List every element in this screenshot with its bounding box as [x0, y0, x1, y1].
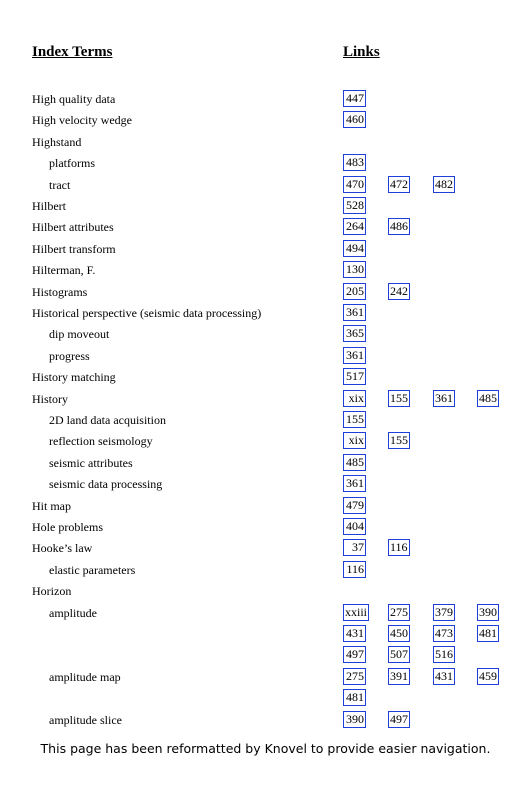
index-term: Hit map [32, 498, 71, 513]
index-term: dip moveout [49, 327, 110, 342]
index-entry [0, 132, 531, 152]
index-entry [0, 324, 531, 344]
page-link[interactable]: 242 [390, 283, 408, 298]
page-link[interactable]: 264 [343, 218, 366, 235]
index-term: tract [49, 177, 71, 192]
index-entry [0, 624, 531, 644]
index-entry [0, 645, 531, 665]
index-term: Hilbert [32, 199, 66, 213]
index-term: Hilbert transform [32, 241, 116, 256]
page-link[interactable]: 494 [343, 240, 366, 257]
page-link[interactable]: 390 [343, 711, 366, 728]
index-entry [0, 110, 531, 130]
footer-note: This page has been reformatted by Knovel to provide easier navigation. [40, 741, 491, 756]
index-entry [0, 581, 531, 601]
page-link[interactable]: 497 [390, 711, 408, 726]
index-term: Histograms [32, 284, 88, 299]
page-link[interactable]: 473 [435, 626, 453, 640]
page-link[interactable]: 130 [343, 261, 366, 278]
page-link[interactable]: 116 [390, 540, 408, 555]
index-entry [0, 603, 531, 623]
index-entry [0, 496, 531, 516]
index-entry [0, 389, 531, 409]
index-entry [0, 196, 531, 216]
page-link[interactable]: 482 [435, 176, 453, 191]
page-link[interactable]: 37 [343, 539, 366, 556]
page-link[interactable]: 460 [343, 111, 366, 128]
index-term: Historical perspective (seismic data processing) [32, 306, 262, 320]
index-term: Hooke’s law [32, 541, 93, 556]
index-term: 2D land data acquisition [49, 413, 166, 427]
page-link[interactable]: 447 [343, 90, 366, 107]
page-link[interactable]: 459 [479, 668, 497, 683]
index-term: Hilterman, F. [32, 263, 96, 278]
page-link[interactable]: xix [343, 390, 366, 407]
index-term: Horizon [32, 584, 72, 599]
page-link[interactable]: 155 [390, 433, 408, 448]
index-entry [0, 410, 531, 430]
index-term: progress [49, 348, 90, 363]
page-link[interactable]: 486 [390, 219, 408, 234]
index-term: Hole problems [32, 520, 103, 534]
page-link[interactable]: 155 [390, 390, 408, 405]
index-term: seismic attributes [49, 455, 133, 470]
page-link[interactable]: 404 [343, 518, 366, 535]
index-entry [0, 346, 531, 366]
index-entry [0, 282, 531, 302]
page-link[interactable]: 361 [343, 475, 366, 492]
page-link[interactable]: 431 [435, 668, 453, 683]
page-link[interactable]: 507 [390, 647, 408, 662]
index-entry [0, 453, 531, 473]
index-term: seismic data processing [49, 477, 163, 492]
index-term: amplitude slice [49, 712, 122, 727]
index-entry [0, 431, 531, 451]
index-term: elastic parameters [49, 562, 136, 577]
index-term: Highstand [32, 134, 82, 149]
index-term: Hilbert attributes [32, 220, 114, 235]
page-link[interactable]: 390 [479, 604, 497, 619]
page-link[interactable]: xix [343, 432, 366, 449]
index-entry [0, 89, 531, 109]
page-link[interactable]: 391 [390, 668, 408, 683]
index-entry [0, 367, 531, 387]
index-entry [0, 667, 531, 687]
page-link[interactable]: 479 [343, 497, 366, 514]
page-link[interactable]: 497 [343, 646, 366, 663]
index-entry [0, 474, 531, 494]
index-entry [0, 303, 531, 323]
page-link[interactable]: 361 [343, 304, 366, 321]
page-link[interactable]: 275 [343, 668, 366, 685]
index-entry [0, 538, 531, 558]
index-term: amplitude [49, 605, 97, 620]
index-entry [0, 239, 531, 259]
page-link[interactable]: 205 [343, 283, 366, 300]
page-link[interactable]: 517 [343, 368, 366, 385]
index-term: History [32, 391, 68, 406]
index-entry [0, 688, 531, 708]
index-term: platforms [49, 156, 95, 171]
index-terms-heading: Index Terms [32, 44, 113, 60]
index-entry [0, 517, 531, 537]
page-link[interactable]: 528 [343, 197, 366, 214]
page-link[interactable]: 431 [343, 625, 366, 642]
links-heading: Links [343, 44, 380, 60]
index-term: High velocity wedge [32, 113, 132, 128]
page-link[interactable]: 116 [343, 561, 366, 578]
page-link[interactable]: 155 [343, 411, 366, 428]
index-entry [0, 175, 531, 195]
index-entry [0, 560, 531, 580]
page-link[interactable]: 275 [390, 604, 408, 619]
index-entry [0, 153, 531, 173]
index-term: High quality data [32, 92, 116, 106]
page-link[interactable]: 516 [435, 647, 453, 662]
page-link[interactable]: xxiii [345, 604, 368, 619]
page-link[interactable]: 361 [343, 347, 366, 364]
page-link[interactable]: 481 [479, 626, 497, 640]
page-link[interactable]: 485 [343, 454, 366, 471]
page-link[interactable]: 361 [435, 390, 453, 405]
page-link[interactable]: 485 [479, 390, 497, 405]
index-entry [0, 710, 531, 730]
page-link[interactable]: 450 [390, 626, 408, 640]
index-term: amplitude map [49, 669, 121, 684]
page-link[interactable]: 365 [343, 325, 366, 342]
page-link[interactable]: 470 [343, 176, 366, 193]
index-term: reflection seismology [49, 434, 153, 449]
index-term: History matching [32, 370, 116, 385]
page-link[interactable]: 483 [343, 154, 366, 171]
page-link[interactable]: 472 [390, 176, 408, 191]
index-entry [0, 260, 531, 280]
index-entry [0, 217, 531, 237]
page-link[interactable]: 481 [343, 689, 366, 706]
page-link[interactable]: 379 [435, 604, 453, 619]
